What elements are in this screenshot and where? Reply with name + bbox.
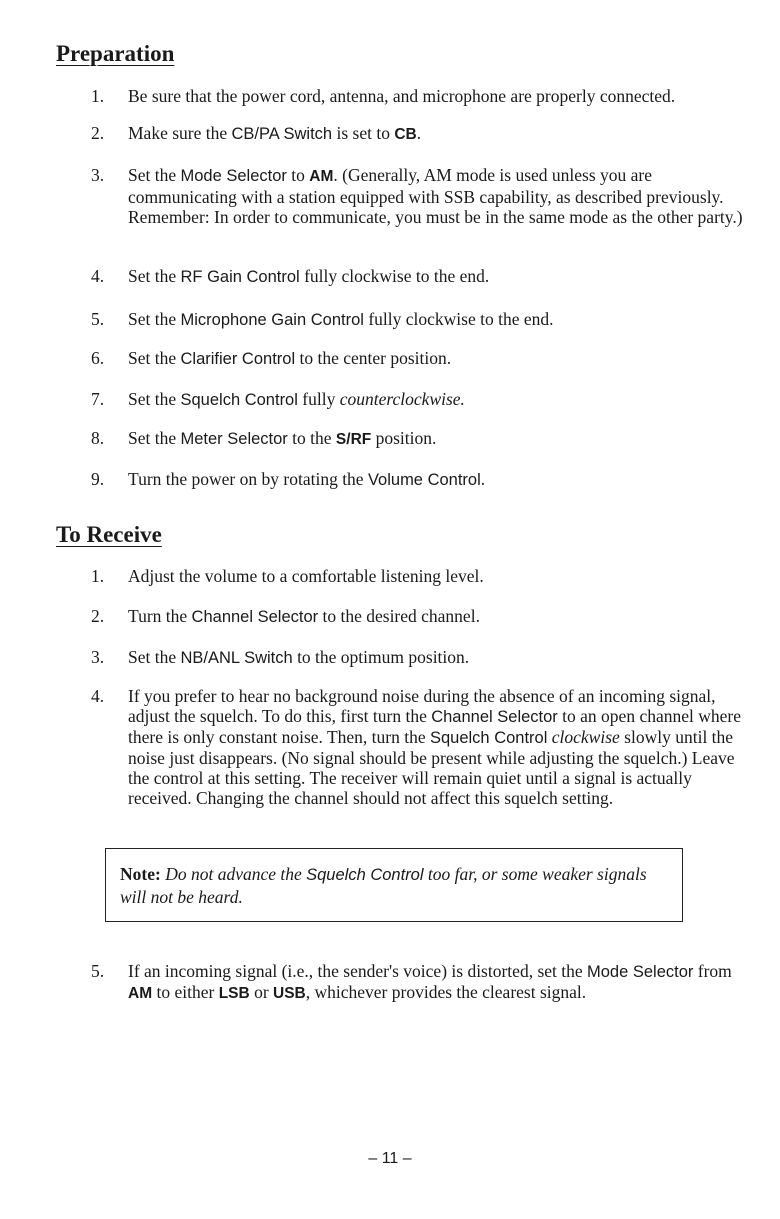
- preparation-heading: Preparation: [56, 41, 175, 66]
- note-label: Note:: [120, 864, 161, 884]
- page-number: – 11 –: [368, 1150, 412, 1167]
- manual-page: Preparation 1. Be sure that the power cord, antenna, and microphone are properly connected. 2. Make sure the CB/PA Switch is set to CB. 3. Set the Mode Selector to AM. (Generally, AM mode is used unless you are communicating with a station equipped with SSB capability, as described previously. Remember: In order to communicate, you must be in the same mode as the other party.) 4. Set the RF Gain Control fully clockwise to the end. 5. Set the Microphone Gain Control fully clockwise to the end. 6. Set the Clarifier Control to the center position. 7. Set the Squelch Control fully counterclockwise. 8. Set the Meter Selector to the S/RF position. 9. Turn the power on by rotating the Volume Control. To Receive 1. Adjust the volume to a comfortable listening level. 2. Turn the Channel Selector to the desired channel. 3. Set the NB/ANL Switch to the optimum position. 4. If you prefer to hear no background noise during the absence of an incoming signal, adjust the squelch. To do this, first turn the Channel Selector to an open channel where there is only constant noise. Then, turn the Squelch Control clockwise slowly until the noise just disappears. (No signal should be present while adjusting the squelch.) Leave the control at this setting. The receiver will remain quiet until a signal is actually received. Changing the channel should not affect this squelch setting. Note: Do not advance the Squelch Control too far, or some weaker signals will not be heard. 5. If an incoming signal (i.e., the sender's voice) is distorted, set the Mode Selector from AM to either LSB or USB, whichever provides the clearest signal. – 11 –: [0, 0, 780, 1219]
- to-receive-heading: To Receive: [56, 522, 162, 547]
- squelch-note-box: Note: Do not advance the Squelch Control too far, or some weaker signals will not be heard.: [105, 848, 683, 922]
